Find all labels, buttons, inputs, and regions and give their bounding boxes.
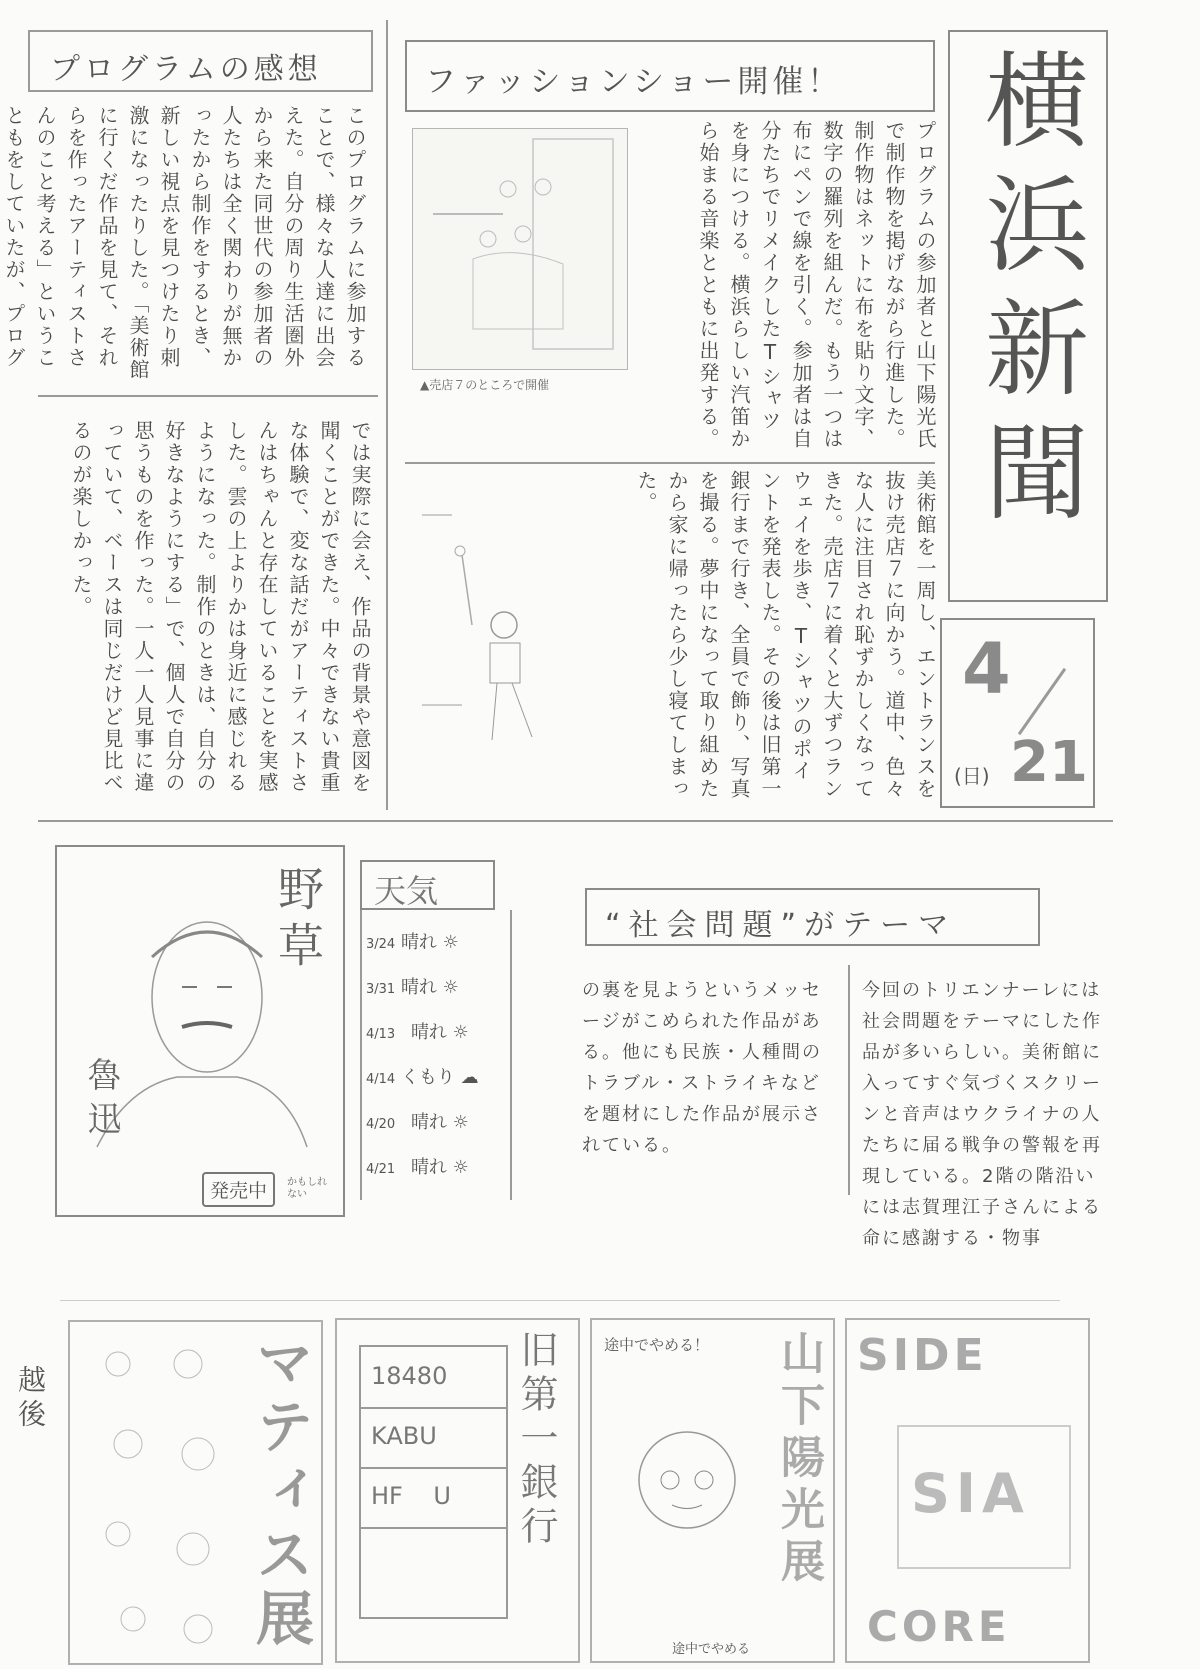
fashion-show-text-top: プログラムの参加者と山下陽光氏で制作物を掲げながら行進した。制作物はネットに布を貼り文字、数字の羅列を組んだ。もう一つは布にペンで線を引く。参加者は自分たちでリメイクしたTシャツを身につける。横浜らしい汽笛から始まる音楽とともに出発する。 (696, 120, 937, 450)
flower-doodle (177, 1533, 209, 1565)
social-issues-column-rule (848, 965, 850, 1195)
bank-board-line: KABU (371, 1422, 437, 1450)
weather-row (366, 928, 506, 973)
first-bank-title: 旧第一銀行 (514, 1330, 558, 1550)
portrait-book-title: 野草 (271, 865, 325, 977)
weather-title-frame (360, 860, 495, 910)
weather-row (366, 973, 506, 1018)
mustache (182, 1023, 232, 1027)
weather-box-rule (510, 910, 512, 1200)
program-column-rule (386, 20, 388, 810)
middle-section-divider (60, 1300, 1060, 1301)
sun-icon: ☼ (452, 1022, 469, 1043)
figure-head (500, 181, 516, 197)
flower-doodle (114, 1430, 142, 1458)
release-stamp-text: 発売中 (210, 1180, 268, 1202)
cloud-icon: ☁ (460, 1067, 479, 1088)
side-core-mid: SIA (911, 1462, 1030, 1525)
program-review-text-top: このプログラムに参加することで、様々な人達に出会えた。自分の周り生活圏外から来た同世代の参加者の人たちは全く関わりが無かったから制作をするとき、新しい視点を見つけたり刺激になったりした。「美術館に行くだ作品を見て、それらを作ったアーティストさんのこと考える」ということもをしていたが、プログ (2, 105, 367, 381)
crowd-sketch (473, 253, 563, 329)
bank-board-rule (361, 1467, 506, 1469)
weather-list (366, 928, 506, 1198)
side-label: 越後 (14, 1365, 47, 1433)
masthead-box (948, 30, 1108, 602)
weather-status: 晴れ (410, 1112, 447, 1133)
side-core-box (845, 1318, 1090, 1663)
figure-head (480, 231, 496, 247)
weather-date: 4/14 (366, 1072, 396, 1087)
walker-leg (512, 683, 532, 737)
social-issues-title-box (585, 888, 1040, 946)
weather-status: 晴れ (410, 1157, 447, 1178)
weather-date: 3/31 (366, 982, 396, 997)
weather-status: 晴れ (400, 977, 437, 998)
flower-doodle (184, 1615, 212, 1643)
masthead-title: 横浜新聞 (967, 46, 1089, 542)
release-stamp (202, 1172, 275, 1207)
yamashita-note-bottom: 途中でやめる (672, 1642, 751, 1657)
weather-status: 晴れ (400, 932, 437, 953)
fashion-show-title: ファッションショー開催！ (425, 64, 843, 100)
side-core-mid-frame (897, 1425, 1071, 1569)
social-issues-left-text: の裏を見ようというメッセージがこめられた作品がある。他にも民族・人種間のトラブル・ストライキなどを題材にした作品が展示されている。 (582, 980, 822, 1156)
yamashita-face-sketch (612, 1390, 762, 1590)
release-stamp-note: かもしれない (287, 1177, 327, 1200)
weather-row (366, 1063, 506, 1108)
walker-head (491, 612, 517, 638)
glasses-lens (661, 1471, 679, 1489)
bank-board-rule (361, 1407, 506, 1409)
side-core-bottom: CORE (867, 1602, 1011, 1651)
program-review-title: プログラムの感想 (50, 52, 322, 87)
weather-row (366, 1018, 506, 1063)
bank-board-line: 18480 (371, 1362, 448, 1390)
flower-pattern-sketch (78, 1324, 238, 1664)
social-issues-title: “社会問題”がテーマ (605, 908, 957, 943)
weather-status: 晴れ (410, 1022, 447, 1043)
fashion-show-text-bottom: 美術館を一周し、エントランスを抜け売店７に向かう。道中、色々な人に注目され恥ずかしくなってきた。売店７に着くと大ずつランウェイを歩き、Tシャツのポイントを発表した。その後は旧第一銀行まで行き、全員で飾り、写真を撮る。夢中になって取り組めたから家に帰ったら少し寝てしまった。 (634, 470, 937, 800)
weather-date: 4/21 (366, 1162, 396, 1177)
weather-row (366, 1108, 506, 1153)
fashion-show-title-box (405, 40, 935, 112)
walker-leg (492, 683, 497, 740)
matisse-title: マティス展 (246, 1332, 314, 1652)
program-review-title-box (28, 30, 373, 92)
flower-doodle (182, 1438, 214, 1470)
sun-icon: ☼ (452, 1112, 469, 1133)
figure-head (535, 179, 551, 195)
weather-box (360, 860, 520, 1210)
side-core-top: SIDE (857, 1330, 988, 1381)
shoulders (97, 1077, 307, 1147)
sun-icon: ☼ (442, 932, 459, 953)
portrait-box (55, 845, 345, 1217)
weather-status: くもり (400, 1067, 455, 1088)
walker-body (490, 643, 520, 683)
weather-date: 4/20 (366, 1117, 396, 1132)
bank-board (359, 1345, 508, 1619)
fashion-show-photo-sketch (412, 128, 628, 370)
flower-doodle (174, 1350, 202, 1378)
hair (152, 932, 262, 957)
flower-doodle (106, 1352, 130, 1376)
yamashita-title: 山下陽光展 (773, 1330, 824, 1590)
face-outline (639, 1432, 735, 1528)
weather-title: 天気 (374, 872, 439, 910)
date-weekday: (日) (954, 764, 990, 788)
flag-pole (462, 555, 472, 625)
bank-board-rule (361, 1527, 506, 1529)
date-day: 21 (1010, 730, 1088, 795)
walker-sketch (412, 475, 562, 775)
building-outline (533, 139, 613, 349)
glasses-lens (695, 1471, 713, 1489)
program-review-text-bottom: では実際に会え、作品の背景や意図を聞くことができた。中々できない貴重な体験で、変な話だがアーティストさんはちゃんと存在していることを実感した。雲の上よりかは身近に感じれるようになった。制作のときは、自分の好きなようにする」で、個人で自分の思うものを作った。一人一人見事に違っていて、ベースは同じだけど見比べるのが楽しかった。 (69, 420, 372, 794)
fashion-show-divider (405, 462, 935, 464)
weather-row (366, 1153, 506, 1198)
fashion-show-photo-caption: ▲売店７のところで開催 (420, 378, 550, 392)
weather-date: 4/13 (366, 1027, 396, 1042)
matisse-exhibit-box (68, 1320, 323, 1665)
sun-icon: ☼ (452, 1157, 469, 1178)
yamashita-note-top: 途中でやめる！ (604, 1336, 710, 1354)
top-section-divider (38, 820, 1113, 822)
yamashita-exhibit-box (590, 1318, 835, 1663)
weather-date: 3/24 (366, 937, 396, 952)
program-review-divider (38, 395, 378, 397)
portrait-author: 魯迅 (81, 1057, 121, 1145)
figure-head (515, 226, 531, 242)
flag-tip (455, 546, 465, 556)
runway-sketch (413, 129, 627, 369)
bank-board-line: HF U (371, 1482, 451, 1510)
sun-icon: ☼ (442, 977, 459, 998)
date-slash (1018, 668, 1066, 735)
first-bank-box (335, 1318, 580, 1663)
runway-walker-sketch (412, 475, 562, 775)
social-issues-right-text: 今回のトリエンナーレには社会問題をテーマにした作品が多いらしい。美術館に入ってすぐ気づくスクリーンと音声はウクライナの人たちに届る戦争の警報を再現している。2階の階沿いには志賀理江子さんによる命に感謝する・物事 (862, 980, 1102, 1249)
flower-doodle (106, 1522, 130, 1546)
smile (672, 1505, 702, 1509)
flower-doodle (121, 1607, 145, 1631)
date-month: 4 (962, 628, 1011, 710)
weather-box-rule (360, 910, 362, 1200)
date-box (940, 618, 1095, 808)
